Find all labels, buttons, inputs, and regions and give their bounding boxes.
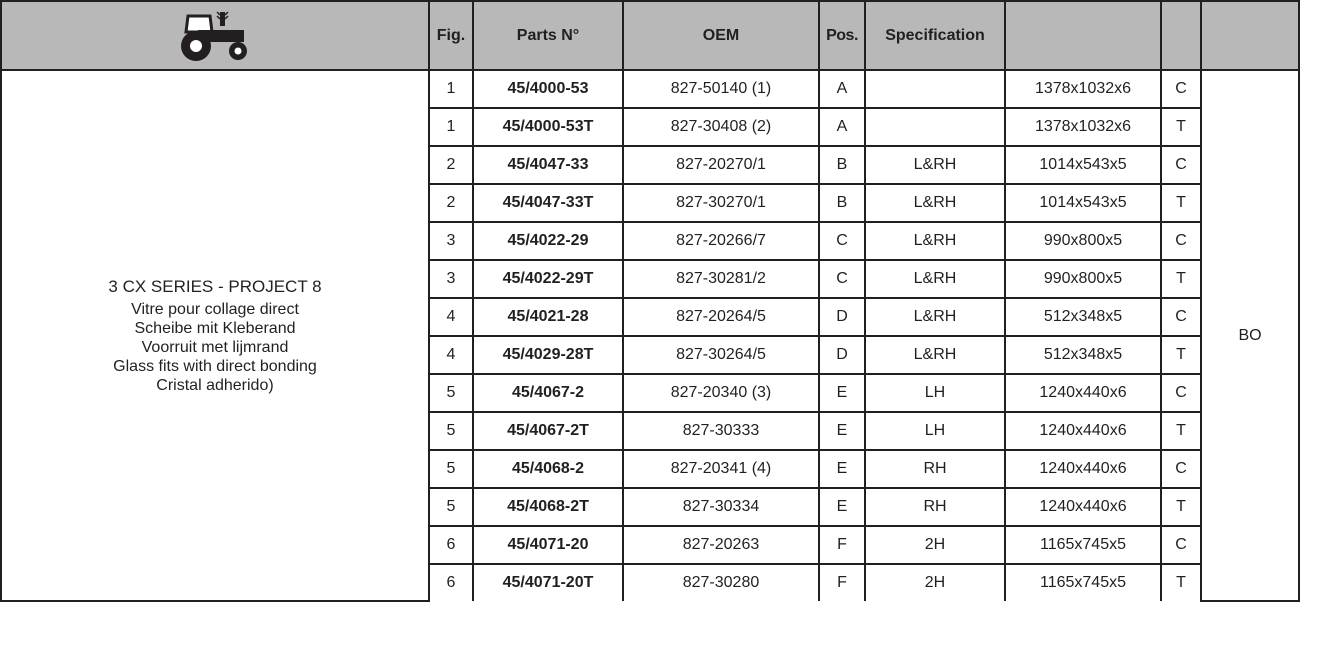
part-number-cell: 45/4000-53T [473,108,623,146]
pos-cell: E [819,412,865,450]
specification-cell: L&RH [865,184,1005,222]
type-cell: C [1161,146,1201,184]
part-number-cell: 45/4047-33 [473,146,623,184]
fig-cell: 4 [429,336,473,374]
type-cell: T [1161,488,1201,526]
specification-cell: LH [865,374,1005,412]
pos-cell: A [819,108,865,146]
table-row [1,70,1299,108]
specification-cell: L&RH [865,146,1005,184]
pos-cell: E [819,374,865,412]
type-cell: C [1161,298,1201,336]
size-cell: 1378x1032x6 [1005,70,1161,108]
oem-cell: 827-20264/5 [623,298,819,336]
fig-cell: 1 [429,108,473,146]
part-number-cell: 45/4022-29 [473,222,623,260]
pos-cell: B [819,184,865,222]
part-number-cell: 45/4047-33T [473,184,623,222]
tractor-icon [178,10,252,62]
type-cell: C [1161,526,1201,564]
pos-cell: D [819,298,865,336]
size-cell: 1378x1032x6 [1005,108,1161,146]
size-cell: 1240x440x6 [1005,374,1161,412]
type-cell: C [1161,70,1201,108]
specification-header: Specification [865,1,1005,70]
fig-cell: 5 [429,450,473,488]
size-cell: 1165x745x5 [1005,564,1161,601]
parts-table-body [1,70,1299,601]
type-cell: T [1161,564,1201,601]
oem-cell: 827-30408 (2) [623,108,819,146]
oem-cell: 827-20341 (4) [623,450,819,488]
pos-cell: C [819,260,865,298]
specification-cell: L&RH [865,298,1005,336]
specification-cell: LH [865,412,1005,450]
pos-cell: E [819,488,865,526]
size-cell: 512x348x5 [1005,298,1161,336]
part-number-cell: 45/4068-2T [473,488,623,526]
specification-cell: L&RH [865,222,1005,260]
tractor-icon-cell [1,1,429,70]
pos-cell: F [819,564,865,601]
pos-header: Pos. [819,1,865,70]
type-header [1161,1,1201,70]
fig-cell: 2 [429,146,473,184]
type-cell: T [1161,260,1201,298]
oem-cell: 827-20266/7 [623,222,819,260]
fig-cell: 5 [429,374,473,412]
size-cell: 1240x440x6 [1005,412,1161,450]
oem-cell: 827-20270/1 [623,146,819,184]
pos-cell: B [819,146,865,184]
fig-cell: 4 [429,298,473,336]
type-cell: C [1161,222,1201,260]
type-cell: T [1161,184,1201,222]
type-cell: T [1161,412,1201,450]
oem-cell: 827-30281/2 [623,260,819,298]
pos-cell: C [819,222,865,260]
pos-cell: E [819,450,865,488]
group-label: BO [1201,70,1299,601]
size-cell: 1240x440x6 [1005,488,1161,526]
specification-cell [865,70,1005,108]
fig-cell: 1 [429,70,473,108]
type-cell: C [1161,374,1201,412]
size-cell: 990x800x5 [1005,222,1161,260]
fig-cell: 3 [429,260,473,298]
oem-cell: 827-20340 (3) [623,374,819,412]
size-cell: 990x800x5 [1005,260,1161,298]
oem-cell: 827-30270/1 [623,184,819,222]
description-line: Scheibe mit Kleberand [134,319,296,337]
specification-cell: RH [865,450,1005,488]
oem-cell: 827-50140 (1) [623,70,819,108]
fig-cell: 3 [429,222,473,260]
fig-cell: 6 [429,526,473,564]
size-cell: 1014x543x5 [1005,184,1161,222]
part-number-cell: 45/4022-29T [473,260,623,298]
fig-cell: 6 [429,564,473,601]
size-cell: 512x348x5 [1005,336,1161,374]
size-header [1005,1,1161,70]
oem-cell: 827-30280 [623,564,819,601]
oem-cell: 827-20263 [623,526,819,564]
part-number-cell: 45/4071-20 [473,526,623,564]
fig-cell: 2 [429,184,473,222]
oem-cell: 827-30264/5 [623,336,819,374]
description-line: Vitre pour collage direct [131,300,299,318]
type-cell: T [1161,336,1201,374]
specification-cell [865,108,1005,146]
specification-cell: RH [865,488,1005,526]
part-number-cell: 45/4071-20T [473,564,623,601]
size-cell: 1165x745x5 [1005,526,1161,564]
specification-cell: 2H [865,526,1005,564]
fig-header: Fig. [429,1,473,70]
part-number-cell: 45/4000-53 [473,70,623,108]
part-number-cell: 45/4021-28 [473,298,623,336]
pos-cell: F [819,526,865,564]
series-title: 3 CX SERIES - PROJECT 8 [108,276,322,296]
size-cell: 1014x543x5 [1005,146,1161,184]
fig-cell: 5 [429,488,473,526]
type-cell: C [1161,450,1201,488]
part-number-cell: 45/4029-28T [473,336,623,374]
description-line: Voorruit met lijmrand [141,338,289,356]
specification-cell: L&RH [865,336,1005,374]
extra-header [1201,1,1299,70]
part-number-cell: 45/4067-2 [473,374,623,412]
specification-cell: L&RH [865,260,1005,298]
fig-cell: 5 [429,412,473,450]
size-cell: 1240x440x6 [1005,450,1161,488]
part-number-cell: 45/4068-2 [473,450,623,488]
part-number-cell: 45/4067-2T [473,412,623,450]
oem-cell: 827-30333 [623,412,819,450]
oem-header: OEM [623,1,819,70]
pos-cell: A [819,70,865,108]
description-line: Glass fits with direct bonding [113,357,317,375]
oem-cell: 827-30334 [623,488,819,526]
description-line: Cristal adherido) [156,376,274,394]
series-description [1,70,429,601]
specification-cell: 2H [865,564,1005,601]
type-cell: T [1161,108,1201,146]
header-row [1,1,1299,70]
pos-cell: D [819,336,865,374]
parts-no-header: Parts N° [473,1,623,70]
